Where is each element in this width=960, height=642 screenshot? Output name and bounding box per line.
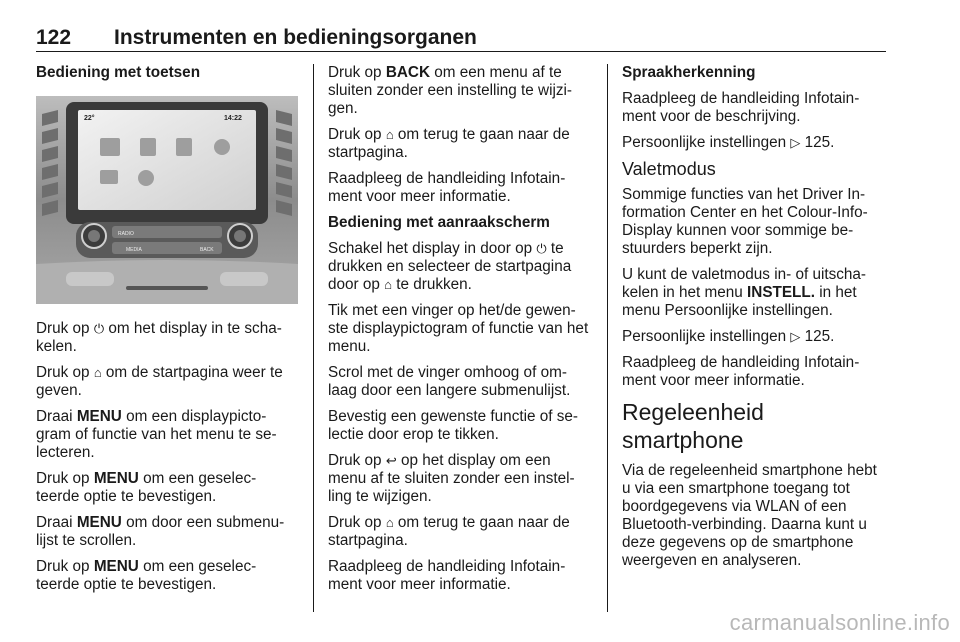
section-title: Regeleenheid smartphone (622, 399, 764, 453)
section-heading: Bediening met toetsen (36, 64, 201, 81)
paragraph: Raadpleeg de handleiding Infotain-ment voor meer informatie. (622, 354, 860, 389)
column-2 (328, 64, 593, 602)
paragraph: U kunt de valetmodus in- of uitscha-kelen in het menu INSTELL. in het menu Persoonlijke instellingen. (622, 266, 867, 319)
paragraph: Druk op ⌂ om de startpagina weer te geven. (36, 364, 283, 399)
header-rule (36, 51, 886, 52)
watermark: carmanualsonline.info (729, 610, 950, 635)
paragraph: Persoonlijke instellingen ▷ 125. (622, 328, 835, 345)
infotainment-panel-illustration (36, 96, 298, 304)
home-icon: ⌂ (93, 365, 102, 380)
paragraph: Persoonlijke instellingen ▷ 125. (622, 134, 835, 151)
chapter-title: Instrumenten en bedieningsorganen (114, 26, 477, 49)
home-icon: ⌂ (385, 515, 394, 530)
paragraph: Raadpleeg de handleiding Infotain-ment voor de beschrijving. (622, 90, 860, 125)
back-button: BACK (200, 247, 214, 253)
paragraph: Draai MENU om een displaypicto-gram of functie van het menu te se-lecteren. (36, 408, 277, 461)
subheading: Bediening met aanraakscherm (328, 214, 550, 231)
paragraph: Raadpleeg de handleiding Infotain-ment voor meer informatie. (328, 170, 566, 205)
page-number: 122 (36, 26, 72, 49)
paragraph: Raadpleeg de handleiding Infotain-ment voor meer informatie. (328, 558, 566, 593)
column-3 (622, 64, 888, 578)
paragraph: Via de regeleenheid smartphone hebt u via een smartphone toegang tot boordgegevens via WLAN of een Bluetooth-verbinding. Daarna kunt u deze gegevens op de smartphone weergeven en analyseren. (622, 462, 877, 569)
screen-time: 14:22 (224, 115, 242, 122)
paragraph: Druk op BACK om een menu af te sluiten zonder een instelling te wijzi-gen. (328, 64, 573, 117)
paragraph: Draai MENU om door een submenu-lijst te scrollen. (36, 514, 285, 549)
screen-temperature: 22° (84, 115, 95, 122)
subheading: Spraakherkenning (622, 64, 756, 81)
page-ref-icon: ▷ (790, 329, 801, 344)
paragraph: Druk op ⌂ om terug te gaan naar de startpagina. (328, 514, 570, 549)
paragraph: Druk op ⏻ om het display in te scha-kelen. (36, 320, 282, 355)
power-icon: ⏻ (93, 321, 105, 336)
paragraph: Sommige functies van het Driver In-formation Center en het Colour-Info-Display kunnen voor sommige be-stuurders beperkt zijn. (622, 186, 868, 257)
paragraph: Druk op MENU om een geselec-teerde optie te bevestigen. (36, 470, 257, 505)
section-title: Valetmodus (622, 159, 716, 179)
page-ref-icon: ▷ (790, 135, 801, 150)
radio-button: RADIO (118, 231, 134, 237)
power-icon: ⏻ (536, 241, 547, 256)
column-divider (607, 64, 608, 612)
paragraph: Tik met een vinger op het/de gewen-ste displaypictogram of functie van het menu. (328, 302, 589, 355)
paragraph: Druk op MENU om een geselec-teerde optie te bevestigen. (36, 558, 257, 593)
column-divider (313, 64, 314, 612)
paragraph: Druk op ⌂ om terug te gaan naar de startpagina. (328, 126, 570, 161)
home-icon: ⌂ (385, 127, 394, 142)
paragraph: Schakel het display in door op ⏻ te drukken en selecteer de startpagina door op ⌂ te drukken. (328, 240, 572, 293)
page-header (36, 26, 886, 52)
paragraph: Scrol met de vinger omhoog of om-laag door een langere submenulijst. (328, 364, 571, 399)
column-1 (36, 64, 298, 602)
media-button: MEDIA (126, 247, 142, 253)
paragraph: Druk op ↩ op het display om een menu af te sluiten zonder een instel-ling te wijzigen. (328, 452, 575, 505)
paragraph: Bevestig een gewenste functie of se-lectie door erop te tikken. (328, 408, 579, 443)
home-icon: ⌂ (384, 277, 392, 292)
back-icon: ↩ (385, 453, 397, 468)
